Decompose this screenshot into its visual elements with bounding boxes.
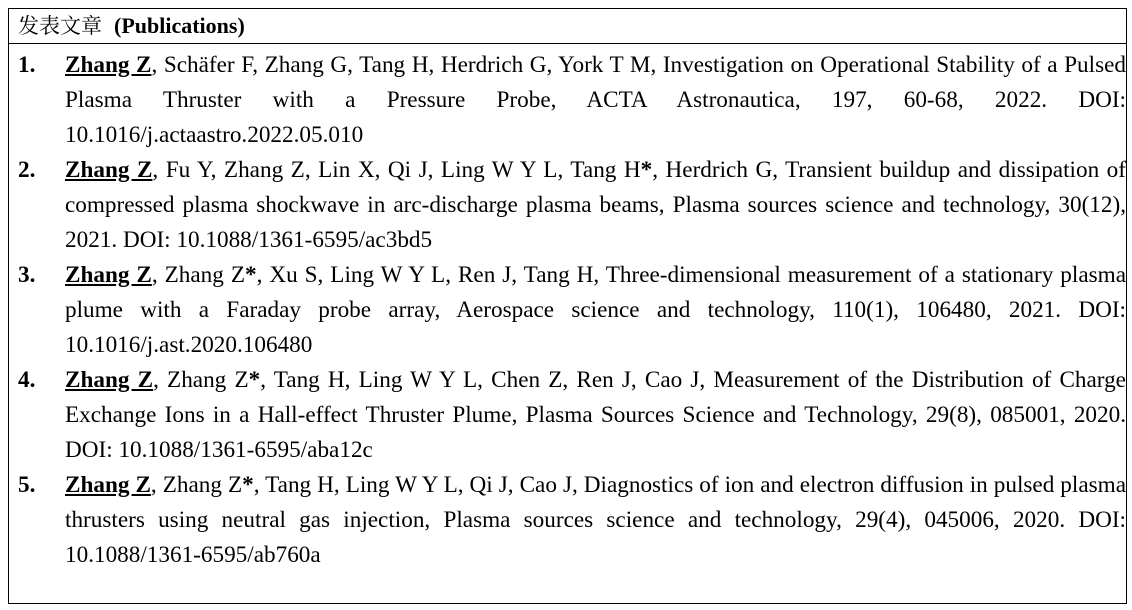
citation-text: , Tang H, Ling W Y L, Chen Z, Ren J, Cao J, Measurement of the Distribution of Charge Exchange Ions in a Hall-effect Thruster Plume, Plasma Sources Science and Technology, 29(8), 085001, 2020. DOI: 10.1088/1361-6595/aba12c	[65, 367, 1126, 463]
publication-citation	[65, 363, 1126, 468]
citation-text: , Schäfer F, Zhang G, Tang H, Herdrich G, York T M, Investigation on Operational Stability of a Pulsed Plasma Thruster with a Pressure Probe, ACTA Astronautica, 197, 60-68, 2022. DOI: 10.1016/j.actaastro.2022.05.010	[65, 52, 1126, 148]
publication-number: 2.	[18, 157, 36, 183]
publication-citation	[65, 468, 1126, 573]
publication-item-1	[9, 48, 1126, 153]
publication-citation	[65, 258, 1126, 363]
publication-item-4	[9, 363, 1126, 468]
corresponding-author-mark: *	[245, 262, 257, 288]
citation-text: , Tang H, Ling W Y L, Qi J, Cao J, Diagnostics of ion and electron diffusion in pulsed plasma thrusters using neutral gas injection, Plasma sources science and technology, 29(4), 045006, 2020. DOI: 10.1088/1361-6595/ab760a	[65, 472, 1126, 568]
citation-authors: , Fu Y, Zhang Z, Lin X, Qi J, Ling W Y L, Tang H	[152, 157, 641, 183]
publication-item-3	[9, 258, 1126, 363]
citation-text: , Herdrich G, Transient buildup and dissipation of compressed plasma shockwave in arc-discharge plasma beams, Plasma sources science and technology, 30(12), 2021. DOI: 10.1088/1361-6595/ac3bd5	[65, 157, 1126, 253]
publication-item-2	[9, 153, 1126, 258]
self-author-name: Zhang Z	[65, 52, 152, 78]
table-header	[9, 9, 1126, 44]
header-title-english: (Publications)	[114, 13, 245, 38]
publication-item-5	[9, 468, 1126, 573]
citation-authors: , Zhang Z	[151, 262, 245, 288]
publication-number: 4.	[18, 367, 36, 393]
publication-number: 3.	[18, 262, 36, 288]
publication-number: 1.	[18, 52, 36, 78]
self-author-name: Zhang Z	[65, 472, 151, 498]
self-author-name: Zhang Z	[65, 367, 154, 393]
publication-citation	[65, 153, 1126, 258]
header-title-chinese: 发表文章	[18, 13, 102, 38]
self-author-name: Zhang Z	[65, 157, 153, 183]
self-author-name: Zhang Z	[65, 262, 152, 288]
citation-authors: , Zhang Z	[150, 472, 243, 498]
publication-list	[9, 44, 1126, 573]
corresponding-author-mark: *	[248, 367, 261, 393]
publications-table	[8, 8, 1127, 604]
corresponding-author-mark: *	[242, 472, 254, 498]
citation-authors: , Zhang Z	[153, 367, 249, 393]
citation-text: , Xu S, Ling W Y L, Ren J, Tang H, Three-dimensional measurement of a stationary plasma plume with a Faraday probe array, Aerospace science and technology, 110(1), 106480, 2021. DOI: 10.1016/j.ast.2020.106480	[65, 262, 1126, 358]
publication-number: 5.	[18, 472, 36, 498]
corresponding-author-mark: *	[640, 157, 653, 183]
publication-citation	[65, 48, 1126, 153]
